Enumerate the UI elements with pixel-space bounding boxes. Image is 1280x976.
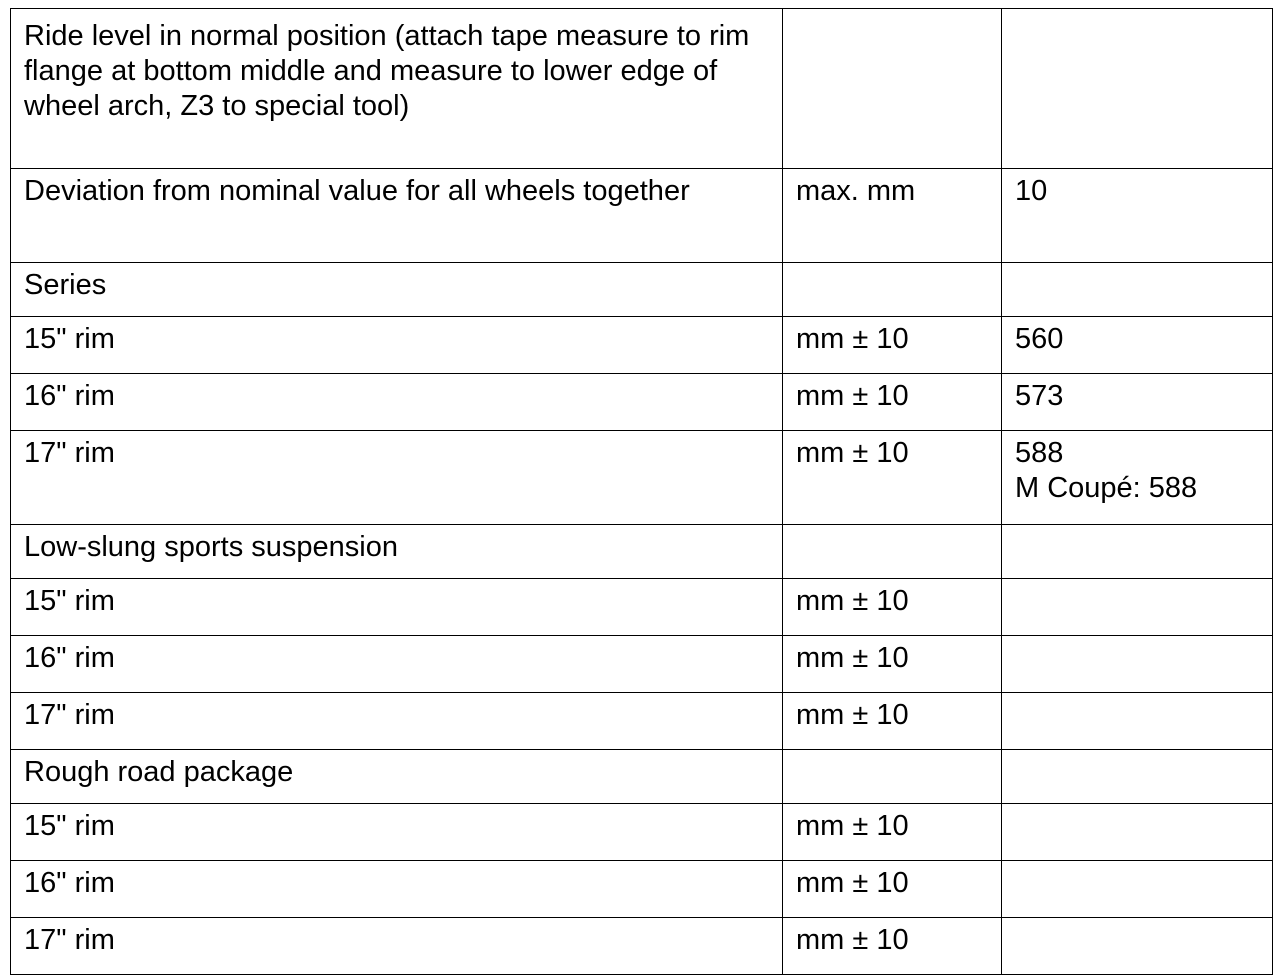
row-unit: mm ± 10 xyxy=(783,579,1002,636)
table-row xyxy=(11,861,1273,918)
row-unit: mm ± 10 xyxy=(783,317,1002,374)
row-label: 15" rim xyxy=(11,579,783,636)
table-row-section-rough-road xyxy=(11,750,1273,804)
row-value xyxy=(1002,861,1273,918)
table-row-deviation xyxy=(11,169,1273,263)
table-row xyxy=(11,804,1273,861)
row-unit xyxy=(783,750,1002,804)
section-label: Low-slung sports suspension xyxy=(11,525,783,579)
row-value xyxy=(1002,693,1273,750)
row-label: Deviation from nominal value for all wheels together xyxy=(11,169,783,263)
row-unit: mm ± 10 xyxy=(783,636,1002,693)
row-unit xyxy=(783,9,1002,169)
row-value xyxy=(1002,579,1273,636)
row-value xyxy=(1002,636,1273,693)
row-value xyxy=(1002,525,1273,579)
row-label: 17" rim xyxy=(11,431,783,525)
row-label: 16" rim xyxy=(11,374,783,431)
row-unit: mm ± 10 xyxy=(783,431,1002,525)
row-unit xyxy=(783,525,1002,579)
row-label: 17" rim xyxy=(11,918,783,975)
row-unit: mm ± 10 xyxy=(783,861,1002,918)
row-value xyxy=(1002,804,1273,861)
row-value xyxy=(1002,750,1273,804)
row-label: 15" rim xyxy=(11,804,783,861)
row-unit: max. mm xyxy=(783,169,1002,263)
row-unit: mm ± 10 xyxy=(783,374,1002,431)
section-label: Series xyxy=(11,263,783,317)
table-row xyxy=(11,636,1273,693)
table-row xyxy=(11,431,1273,525)
row-value xyxy=(1002,263,1273,317)
table-row xyxy=(11,693,1273,750)
row-label: 16" rim xyxy=(11,861,783,918)
table-row-section-sports-suspension xyxy=(11,525,1273,579)
row-value xyxy=(1002,918,1273,975)
row-value: 10 xyxy=(1002,169,1273,263)
row-unit: mm ± 10 xyxy=(783,693,1002,750)
row-value: 573 xyxy=(1002,374,1273,431)
row-unit: mm ± 10 xyxy=(783,918,1002,975)
row-label: 15" rim xyxy=(11,317,783,374)
table-row-ride-level-intro xyxy=(11,9,1273,169)
ride-level-spec-table xyxy=(10,8,1273,975)
row-value xyxy=(1002,9,1273,169)
table-row-section-series xyxy=(11,263,1273,317)
table-row xyxy=(11,374,1273,431)
table-row xyxy=(11,918,1273,975)
row-value: 560 xyxy=(1002,317,1273,374)
row-unit xyxy=(783,263,1002,317)
table-row xyxy=(11,579,1273,636)
row-value: 588 M Coupé: 588 xyxy=(1002,431,1273,525)
row-label: 17" rim xyxy=(11,693,783,750)
table-row xyxy=(11,317,1273,374)
row-label: Ride level in normal position (attach tape measure to rim flange at bottom middle and measure to lower edge of wheel arch, Z3 to special tool) xyxy=(11,9,783,169)
row-unit: mm ± 10 xyxy=(783,804,1002,861)
section-label: Rough road package xyxy=(11,750,783,804)
row-label: 16" rim xyxy=(11,636,783,693)
